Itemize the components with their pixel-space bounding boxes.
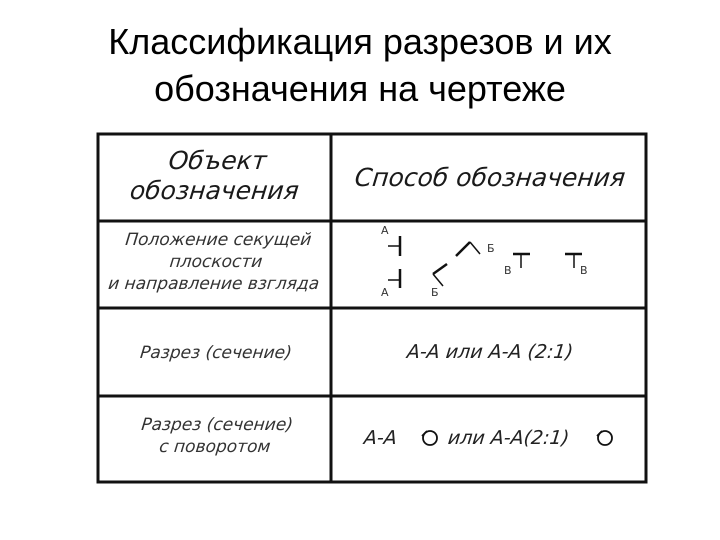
header-object-line-1: Объект <box>167 146 269 175</box>
title-line-1: Классификация разрезов и их <box>108 21 612 62</box>
mark-label-b-bottom: Б <box>431 286 439 299</box>
row-1-object <box>101 229 332 295</box>
row-3-designation-part-1: А-А <box>362 427 399 449</box>
row-1-object-line-3: и направление взгляда <box>107 274 321 294</box>
row-2-designation: А-А или А-А (2:1) <box>405 341 575 363</box>
mark-label-v-right: В <box>580 264 588 277</box>
row-3-object-line-1: Разрез (сечение) <box>140 415 295 435</box>
mark-b-top-stroke <box>456 242 470 256</box>
cutting-plane-marks <box>388 236 582 288</box>
mark-label-b-top: Б <box>487 242 495 255</box>
row-1-object-line-2: плоскости <box>168 252 264 272</box>
mark-label-v-left: В <box>504 264 512 277</box>
header-method-cell: Способ обозначения <box>353 163 627 192</box>
title-line-2: обозначения на чертеже <box>154 68 566 109</box>
row-2-object: Разрез (сечение) <box>139 343 293 363</box>
mark-label-a-top: А <box>381 224 389 237</box>
row-3-object-line-2: с поворотом <box>158 437 272 457</box>
header-object-cell <box>103 146 329 206</box>
mark-b-top-arrow <box>470 242 480 254</box>
header-object-line-2: обозначения <box>128 176 301 205</box>
designation-table <box>96 132 648 484</box>
mark-b-bottom-stroke <box>433 264 447 274</box>
row-1-object-line-1: Положение секущей <box>124 230 313 250</box>
slide-title <box>0 18 720 112</box>
row-3-object <box>102 414 331 458</box>
row-3-designation-part-2: или А-А(2:1) <box>446 427 571 449</box>
mark-b-bottom-arrow <box>433 274 443 286</box>
mark-label-a-bottom: А <box>381 286 389 299</box>
